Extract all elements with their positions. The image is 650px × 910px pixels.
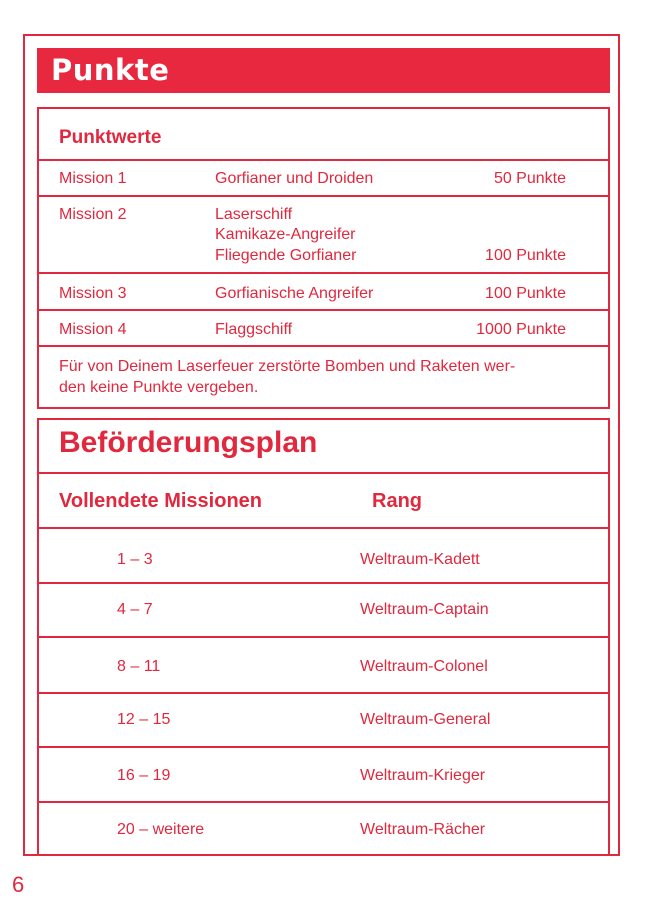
mission-label: Mission 3 xyxy=(59,285,127,302)
page-number: 6 xyxy=(12,872,25,897)
target-label: Kamikaze-Angreifer xyxy=(215,226,356,243)
divider xyxy=(39,159,608,161)
rank-label: Weltraum-Captain xyxy=(360,601,489,618)
note-text-line1: Für von Deinem Laserfeuer zerstörte Bomben und Raketen wer- xyxy=(59,358,516,375)
mission-range: 4 – 7 xyxy=(117,601,153,618)
column-header-missions: Vollendete Missionen xyxy=(59,490,262,512)
target-label: Laserschiff xyxy=(215,206,293,223)
divider xyxy=(39,582,608,584)
mission-range: 12 – 15 xyxy=(117,711,171,728)
rank-label: Weltraum-Kadett xyxy=(360,551,480,568)
rank-label: Weltraum-Rächer xyxy=(360,821,486,838)
points-value: 50 Punkte xyxy=(493,170,566,187)
punktwerte-table xyxy=(37,107,610,409)
mission-range: 20 – weitere xyxy=(117,821,205,838)
mission-range: 16 – 19 xyxy=(117,767,171,784)
divider xyxy=(39,801,608,803)
mission-label: Mission 2 xyxy=(59,206,127,223)
rank-label: Weltraum-Krieger xyxy=(360,767,486,784)
befoerderungsplan-title: Beförderungsplan xyxy=(59,426,318,459)
target-label: Gorfianer und Droiden xyxy=(215,170,374,187)
divider xyxy=(39,345,608,347)
points-value: 1000 Punkte xyxy=(476,321,566,338)
divider xyxy=(39,272,608,274)
punkte-title: Punkte xyxy=(51,53,170,87)
divider xyxy=(39,195,608,197)
befoerderungsplan-table xyxy=(37,418,610,856)
note-text-line2: den keine Punkte vergeben. xyxy=(59,379,259,396)
divider xyxy=(39,692,608,694)
mission-label: Mission 1 xyxy=(59,170,127,187)
target-label: Flaggschiff xyxy=(215,321,293,338)
divider xyxy=(39,746,608,748)
rank-label: Weltraum-General xyxy=(360,711,491,728)
points-value: 100 Punkte xyxy=(485,247,566,264)
mission-range: 1 – 3 xyxy=(117,551,153,568)
mission-range: 8 – 11 xyxy=(117,658,161,675)
points-value: 100 Punkte xyxy=(485,285,566,302)
mission-label: Mission 4 xyxy=(59,321,127,338)
divider xyxy=(39,527,608,529)
divider xyxy=(39,309,608,311)
rank-label: Weltraum-Colonel xyxy=(360,658,488,675)
divider xyxy=(39,636,608,638)
punktwerte-heading: Punktwerte xyxy=(59,127,162,148)
target-label: Gorfianische Angreifer xyxy=(215,285,374,302)
column-header-rank: Rang xyxy=(372,490,422,512)
target-label: Fliegende Gorfianer xyxy=(215,247,357,264)
punkte-banner xyxy=(37,48,610,93)
divider xyxy=(39,472,608,474)
